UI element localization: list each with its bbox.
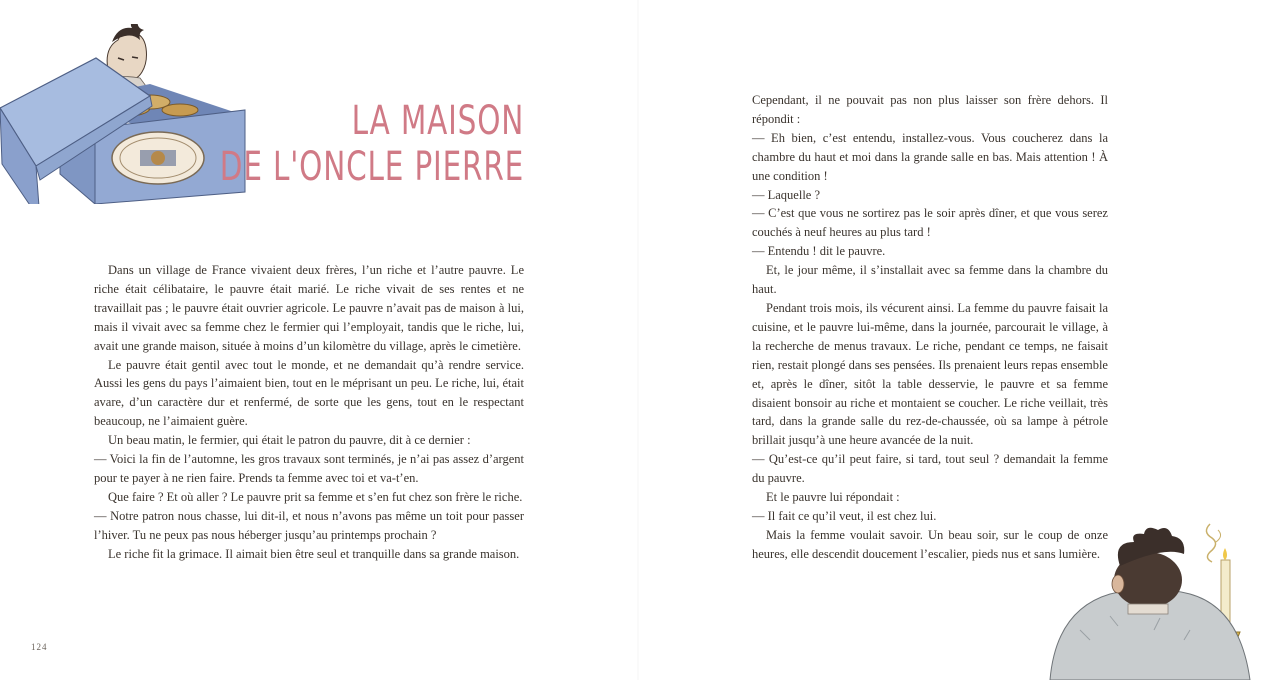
paragraph: Mais la femme voulait savoir. Un beau soir, sur le coup de onze heures, elle descendit doucement l’escalier, pieds nus et sans lumière. bbox=[752, 527, 1108, 561]
title-line-2: DE L'ONCLE PIERRE bbox=[219, 144, 524, 190]
paragraph: Le riche fit la grimace. Il aimait bien être seul et tranquille dans sa grande maison. bbox=[108, 546, 520, 561]
man-with-candle-illustration bbox=[1040, 520, 1276, 680]
cookie-tin-with-man-illustration bbox=[0, 24, 250, 204]
dialogue-line: — Qu’est-ce qu’il peut faire, si tard, tout seul ? demandait la femme du pauvre. bbox=[752, 452, 1108, 486]
title-line-1: LA MAISON bbox=[351, 98, 524, 144]
paragraph: Un beau matin, le fermier, qui était le patron du pauvre, dit à ce dernier : bbox=[108, 433, 471, 448]
paragraph: Pendant trois mois, ils vécurent ainsi. La femme du pauvre faisait la cuisine, et le pauvre lui-même, dans la journée, parcourait le village, à la recherche de menus travaux. Le riche, pendant ce temps, ne faisait rien, restait plongé dans ses pensées. Ils prenaient leurs repas ensemble et, après le dîner, sitôt la table desservie, le pauvre et sa femme disaient bonsoir au riche et montaient se coucher. Le riche veillait, très tard, dans la grande salle du rez-de-chaussée, où sa lampe à pétrole brillait jusqu’à une heure avancée de la nuit. bbox=[752, 300, 1108, 448]
page-number: 124 bbox=[31, 642, 48, 652]
left-body-text bbox=[94, 261, 524, 564]
dialogue-line: — Laquelle ? bbox=[752, 187, 821, 202]
paragraph: Que faire ? Et où aller ? Le pauvre prit sa femme et s’en fut chez son frère le riche. bbox=[108, 489, 523, 504]
dialogue-line: — Notre patron nous chasse, lui dit-il, et nous n’avons pas même un toit pour passer l’hiver. Tu ne peux pas nous héberger jusqu’au printemps prochain ? bbox=[94, 508, 524, 542]
dialogue-line: — Eh bien, c’est entendu, installez-vous. Vous coucherez dans la chambre du haut et moi dans la grande salle en bas. Mais attention ! À une condition ! bbox=[752, 130, 1108, 183]
right-body-text bbox=[752, 91, 1108, 564]
paragraph: Cependant, il ne pouvait pas non plus laisser son frère dehors. Il répondit : bbox=[752, 93, 1108, 126]
dialogue-line: — Entendu ! dit le pauvre. bbox=[752, 244, 886, 259]
dialogue-line: — Il fait ce qu’il veut, il est chez lui. bbox=[752, 508, 937, 523]
paragraph: Dans un village de France vivaient deux frères, l’un riche et l’autre pauvre. Le riche était célibataire, le pauvre était marié. Le riche vivait de ses rentes et ne travaillait pas ; le pauvre était ouvrier agricole. Le pauvre n’avait pas de maison à lui, mais il vivait avec sa femme chez le fermier qui l’employait, tandis que le riche, lui, avait une grande maison, située à moins d’un kilomètre du village, après le cimetière. bbox=[94, 263, 524, 353]
dialogue-line: — C’est que vous ne sortirez pas le soir après dîner, et que vous serez couchés à neuf heures au plus tard ! bbox=[752, 206, 1108, 240]
story-title bbox=[220, 98, 524, 190]
paragraph: Et le pauvre lui répondait : bbox=[766, 490, 900, 505]
paragraph: Le pauvre était gentil avec tout le monde, et ne demandait qu’à rendre service. Aussi les gens du pays l’aimaient bien, tout en le méprisant un peu. Le riche, lui, était avare, d’un caractère dur et renfermé, de sorte que les gens, tout en le respectant beaucoup, ne l’aimaient guère. bbox=[94, 357, 524, 429]
dialogue-line: — Voici la fin de l’automne, les gros travaux sont terminés, je n’ai pas assez d’argent pour te payer à ne rien faire. Prends ta femme avec toi et va-t’en. bbox=[94, 452, 524, 485]
paragraph: Et, le jour même, il s’installait avec sa femme dans la chambre du haut. bbox=[752, 263, 1108, 297]
